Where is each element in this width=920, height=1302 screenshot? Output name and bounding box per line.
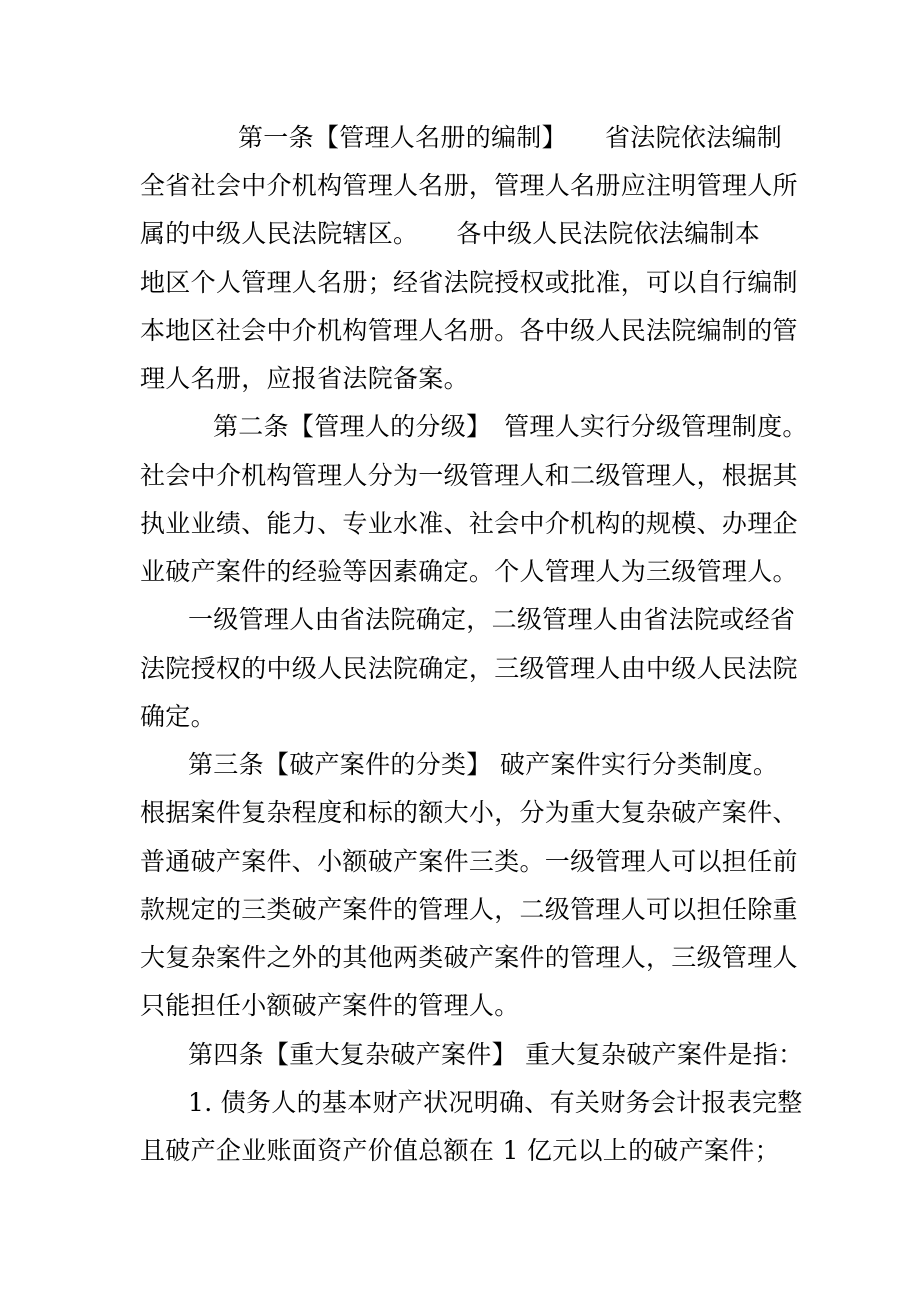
- text-line: 执业业绩、能力、专业水准、社会中介机构的规模、办理企: [140, 509, 798, 538]
- text-line: 属的中级人民法院辖区。 各中级人民法院依法编制本: [140, 219, 761, 248]
- text-line: 一级管理人由省法院确定，二级管理人由省法院或经省: [188, 605, 796, 634]
- article-2-heading-line: 第二条【管理人的分级】 管理人实行分级管理制度。: [213, 412, 808, 441]
- article-4-heading-line: 第四条【重大复杂破产案件】 重大复杂破产案件是指：: [188, 1040, 804, 1069]
- text-line: 本地区社会中介机构管理人名册。各中级人民法院编制的管: [140, 316, 798, 345]
- text-line: 地区个人管理人名册；经省法院授权或批准，可以自行编制: [140, 268, 798, 297]
- text-line: 业破产案件的经验等因素确定。个人管理人为三级管理人。: [140, 557, 798, 586]
- text-line: 根据案件复杂程度和标的额大小，分为重大复杂破产案件、: [140, 798, 798, 827]
- text-line: 理人名册，应报省法院备案。: [140, 364, 469, 393]
- text-line: 只能担任小额破产案件的管理人。: [140, 991, 520, 1020]
- text-line: 普通破产案件、小额破产案件三类。一级管理人可以担任前: [140, 847, 798, 876]
- text-line: 确定。: [140, 702, 216, 731]
- text-line: 社会中介机构管理人分为一级管理人和二级管理人，根据其: [140, 461, 798, 490]
- text-line: 大复杂案件之外的其他两类破产案件的管理人，三级管理人: [140, 943, 798, 972]
- article-1-heading-line: 第一条【管理人名册的编制】 省法院依法编制: [238, 123, 783, 152]
- list-item-1-line: 1. 债务人的基本财产状况明确、有关财务会计报表完整: [188, 1088, 803, 1117]
- text-line: 全省社会中介机构管理人名册，管理人名册应注明管理人所: [140, 171, 798, 200]
- text-line: 法院授权的中级人民法院确定，三级管理人由中级人民法院: [140, 654, 798, 683]
- text-line: 款规定的三类破产案件的管理人，二级管理人可以担任除重: [140, 895, 798, 924]
- text-line: 且破产企业账面资产价值总额在 1 亿元以上的破产案件；: [140, 1136, 780, 1165]
- article-3-heading-line: 第三条【破产案件的分类】 破产案件实行分类制度。: [188, 750, 779, 779]
